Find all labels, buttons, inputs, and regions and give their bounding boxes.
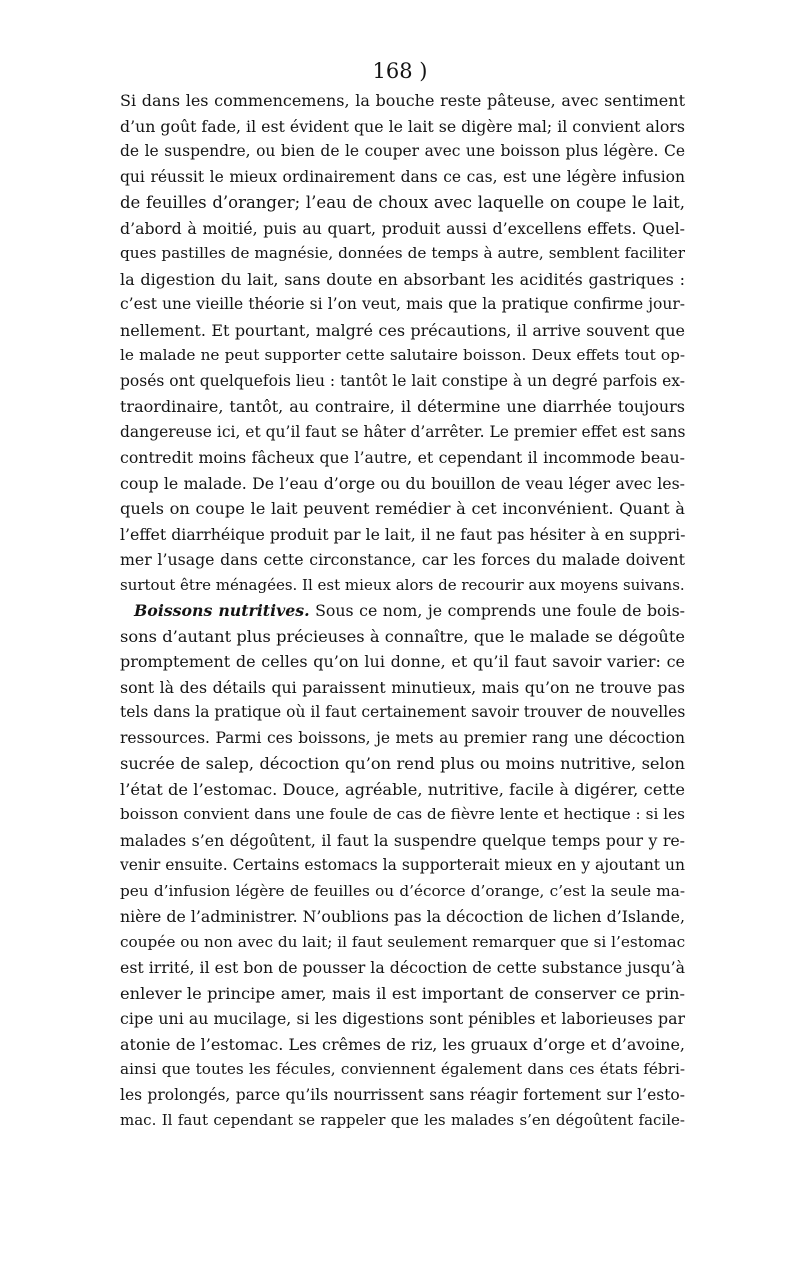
text-line: dangereuse ici, et qu’il faut se hâter d’arrêter. Le premier effet est sans	[120, 422, 685, 441]
text-line: promptement de celles qu’on lui donne, et qu’il faut savoir varier: ce	[120, 652, 685, 671]
text-line: sons d’autant plus précieuses à connaître, que le malade se dégoûte	[120, 626, 685, 646]
section-term: Boissons nutritives.	[134, 601, 310, 620]
text-line: enlever le principe amer, mais il est important de conserver ce prin-	[120, 983, 685, 1003]
text-line: d’un goût fade, il est évident que le lait se digère mal; il convient alors	[120, 116, 685, 136]
page-number: 168 )	[372, 59, 428, 83]
text-line: cipe uni au mucilage, si les digestions sont pénibles et laborieuses par	[120, 1009, 685, 1028]
text-line: surtout être ménagées. Il est mieux alors de recourir aux moyens suivans.	[120, 575, 685, 594]
text-line: ressources. Parmi ces boissons, je mets au premier rang une décoction	[120, 728, 685, 747]
section-heading-line	[120, 598, 685, 624]
text-line: mac. Il faut cependant se rappeler que les malades s’en dégoûtent facile-	[120, 1111, 685, 1129]
text-line: coupée ou non avec du lait; il faut seulement remarquer que si l’estomac	[120, 932, 685, 951]
text-line: la digestion du lait, sans doute en absorbant les acidités gastriques :	[120, 269, 685, 289]
text-line: Si dans les commencemens, la bouche reste pâteuse, avec sentiment	[120, 91, 685, 110]
text-line: le malade ne peut supporter cette salutaire boisson. Deux effets tout op-	[120, 346, 685, 364]
text-line: qui réussit le mieux ordinairement dans ce cas, est une légère infusion	[120, 167, 685, 186]
text-line: coup le malade. De l’eau d’orge ou du bouillon de veau léger avec les-	[120, 473, 685, 493]
text-line: de feuilles d’oranger; l’eau de choux avec laquelle on coupe le lait,	[120, 193, 685, 212]
section-heading-rest: Sous ce nom, je comprends une foule de bois-	[309, 601, 685, 620]
text-line: nellement. Et pourtant, malgré ces précautions, il arrive souvent que	[120, 320, 685, 340]
text-line: sucrée de salep, décoction qu’on rend plus ou moins nutritive, selon	[120, 754, 685, 773]
text-line: l’état de l’estomac. Douce, agréable, nutritive, facile à digérer, cette	[120, 779, 685, 799]
text-line: est irrité, il est bon de pousser la décoction de cette substance jusqu’à	[120, 958, 685, 977]
text-line: posés ont quelquefois lieu : tantôt le lait constipe à un degré parfois ex-	[120, 371, 685, 390]
text-line: boisson convient dans une foule de cas de fièvre lente et hectique : si les	[120, 805, 685, 823]
text-line: l’effet diarrhéique produit par le lait, il ne faut pas hésiter à en suppri-	[120, 524, 685, 544]
text-line: d’abord à moitié, puis au quart, produit aussi d’excellens effets. Quel-	[120, 218, 685, 238]
text-line: les prolongés, parce qu’ils nourrissent sans réagir fortement sur l’esto-	[120, 1085, 685, 1104]
text-line: atonie de l’estomac. Les crêmes de riz, les gruaux d’orge et d’avoine,	[120, 1034, 685, 1054]
body-text	[120, 88, 685, 1134]
text-line: ainsi que toutes les fécules, conviennent également dans ces états fébri-	[120, 1060, 685, 1078]
text-line: c’est une vieille théorie si l’on veut, mais que la pratique confirme jour-	[120, 295, 685, 313]
text-line: quels on coupe le lait peuvent remédier à cet inconvénient. Quant à	[120, 499, 685, 518]
text-line: de le suspendre, ou bien de le couper avec une boisson plus légère. Ce	[120, 142, 685, 160]
text-line: traordinaire, tantôt, au contraire, il détermine une diarrhée toujours	[120, 397, 685, 416]
text-line: contredit moins fâcheux que l’autre, et cependant il incommode beau-	[120, 448, 685, 467]
text-line: mer l’usage dans cette circonstance, car les forces du malade doivent	[120, 550, 685, 569]
text-line: malades s’en dégoûtent, il faut la suspendre quelque temps pour y re-	[120, 830, 685, 850]
text-line: tels dans la pratique où il faut certainement savoir trouver de nouvelles	[120, 703, 685, 721]
text-line: peu d’infusion légère de feuilles ou d’écorce d’orange, c’est la seule ma-	[120, 881, 685, 900]
text-line: nière de l’administrer. N’oublions pas la décoction de lichen d’Islande,	[120, 907, 685, 926]
text-line: ques pastilles de magnésie, données de temps à autre, semblent faciliter	[120, 244, 685, 262]
text-line: sont là des détails qui paraissent minutieux, mais qu’on ne trouve pas	[120, 677, 685, 697]
text-line: venir ensuite. Certains estomacs la supporterait mieux en y ajoutant un	[120, 856, 685, 874]
